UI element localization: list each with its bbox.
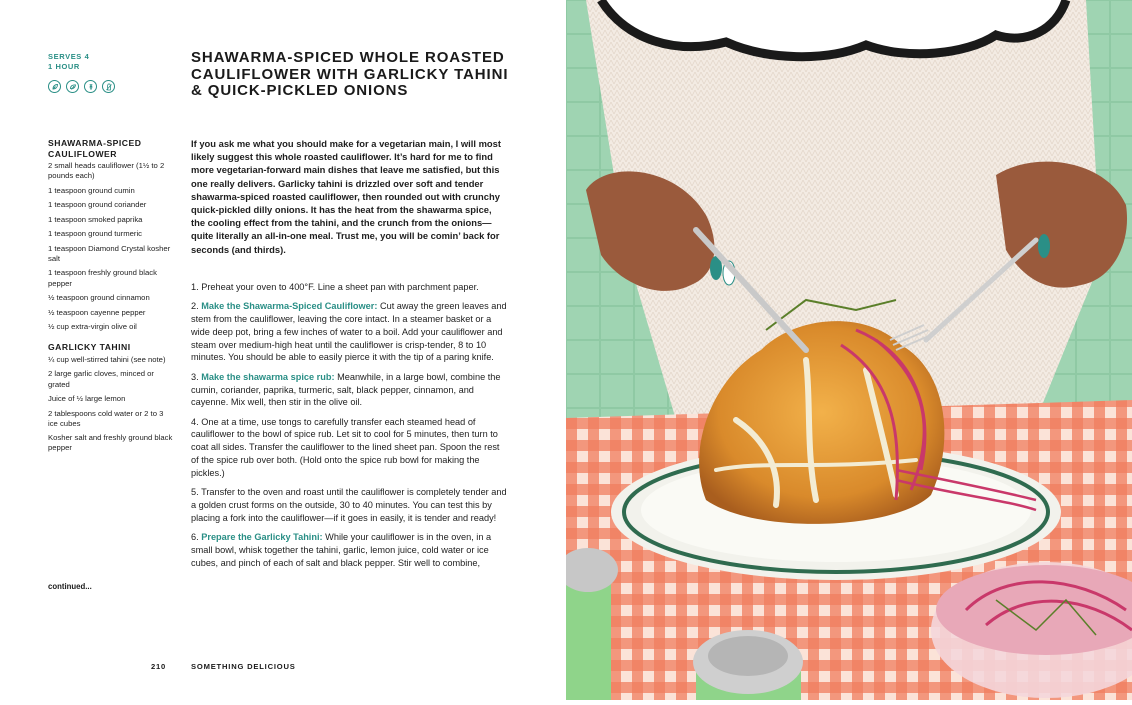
step-number: 5. <box>191 487 199 498</box>
food-photo <box>566 0 1132 700</box>
step-item <box>191 531 507 569</box>
step-number: 6. <box>191 532 199 543</box>
dairy-free-icon <box>102 80 115 93</box>
vegetarian-icon <box>48 80 61 93</box>
recipe-meta <box>48 52 89 71</box>
ingredient-item: ½ cup extra-virgin olive oil <box>48 322 137 332</box>
ingredient-list-tahini <box>48 355 173 454</box>
step-item <box>191 300 507 364</box>
step-text: Cut away the green leaves and stem from the cauliflower, leaving the core intact. In a steamer basket or a wide deep pot, bring a few inches of water to a boil. Add your cauliflower and steam over medium-high heat until the cauliflower is crisp-tender, 8 to 10 minutes. You should be able to easily pierce it with the tip of a paring knife. <box>191 301 507 363</box>
step-title: Prepare the Garlicky Tahini: <box>201 532 323 543</box>
continued-note: continued... <box>48 582 92 591</box>
step-text: Meanwhile, in a large bowl, combine the cumin, coriander, paprika, turmeric, salt, black pepper, cinnamon, and cayenne. Mix well, then stir in the olive oil. <box>191 371 501 408</box>
recipe-title: SHAWARMA-SPICED WHOLE ROASTED CAULIFLOWER WITH GARLICKY TAHINI & QUICK-PICKLED ONIONS <box>191 49 509 99</box>
ingredient-item: Kosher salt and freshly ground black pepper <box>48 433 173 453</box>
ingredient-item: 2 large garlic cloves, minced or grated <box>48 369 154 389</box>
recipe-intro: If you ask me what you should make for a vegetarian main, I will most likely suggest this whole roasted cauliflower. It’s hard for me to find more vegetarian-forward main dishes that leave me satisfied, but this one really delivers. Garlicky tahini is drizzled over soft and tender shawarma-spiced roasted cauliflower, then rounded out with crunchy quick-pickled dilly onions. It has the heat from the shawarma spice, the cooling effect from the tahini, and the crunch from the onions—quite literally an all-in-one meal. Trust me, you will be comin’ back for seconds (and thirds). <box>191 138 501 255</box>
gluten-free-icon <box>84 80 97 93</box>
ingredient-item: 1 teaspoon ground coriander <box>48 200 147 210</box>
serves-label: SERVES 4 <box>48 52 90 61</box>
step-item <box>191 281 507 294</box>
ingredient-item: ½ teaspoon ground cinnamon <box>48 293 150 303</box>
page-number: 210 <box>151 662 167 671</box>
running-head: SOMETHING DELICIOUS <box>191 662 296 671</box>
ingredient-list-cauliflower <box>48 161 173 332</box>
time-label: 1 HOUR <box>48 61 80 71</box>
ingredient-item: ¼ cup well-stirred tahini (see note) <box>48 354 166 364</box>
step-number: 3. <box>191 371 199 382</box>
vegan-icon <box>66 80 79 93</box>
ingredient-item: ½ teaspoon cayenne pepper <box>48 307 146 317</box>
step-text: One at a time, use tongs to carefully transfer each steamed head of cauliflower to the bowl of spice rub. Let sit to cool for 5 minutes, then turn to coat all sides. Transfer the cauliflower to the lined sheet pan. Spoon the rest of the spice rub over both. (Hold onto the spice rub bowl for making the pickles.) <box>191 416 500 478</box>
diet-icons <box>48 80 115 93</box>
ingredient-item: 1 teaspoon ground cumin <box>48 185 135 195</box>
step-title: Make the Shawarma-Spiced Cauliflower: <box>201 301 378 312</box>
step-item <box>191 371 507 409</box>
ingredient-item: 2 tablespoons cold water or 2 to 3 ice cubes <box>48 408 164 428</box>
ingredient-item: 1 teaspoon smoked paprika <box>48 214 143 224</box>
step-item <box>191 416 507 480</box>
pepper-shaker <box>693 630 803 700</box>
step-number: 1. <box>191 282 199 292</box>
salt-shaker <box>566 548 618 700</box>
ingredients-sidebar <box>48 138 173 464</box>
method-steps <box>191 281 507 576</box>
step-text: Transfer to the oven and roast until the cauliflower is completely tender and a golden crust forms on the outside, 30 to 40 minutes. You can test this by placing a fork into the cauliflower—if it goes in easily, it is tender and ready! <box>191 487 507 523</box>
step-number: 4. <box>191 416 199 427</box>
ingredient-item: 2 small heads cauliflower (1½ to 2 pounds each) <box>48 161 165 181</box>
step-text: Preheat your oven to 400°F. Line a sheet pan with parchment paper. <box>201 282 479 292</box>
ingredient-item: 1 teaspoon ground turmeric <box>48 229 143 239</box>
step-item <box>191 486 507 524</box>
ingredients-heading-cauliflower: SHAWARMA-SPICED CAULIFLOWER <box>48 138 142 159</box>
ingredient-item: 1 teaspoon Diamond Crystal kosher salt <box>48 243 171 263</box>
step-number: 2. <box>191 301 199 312</box>
recipe-page <box>0 0 566 700</box>
ingredient-item: Juice of ½ large lemon <box>48 394 126 404</box>
ingredient-item: 1 teaspoon freshly ground black pepper <box>48 268 157 288</box>
ingredients-heading-tahini: GARLICKY TAHINI <box>48 342 131 353</box>
step-title: Make the shawarma spice rub: <box>201 371 335 382</box>
step-text: While your cauliflower is in the oven, in a small bowl, whisk together the tahini, garlic, lemon juice, cold water or ice cubes, and pinch of each of salt and black pepper. Stir well to combine, <box>191 532 492 568</box>
